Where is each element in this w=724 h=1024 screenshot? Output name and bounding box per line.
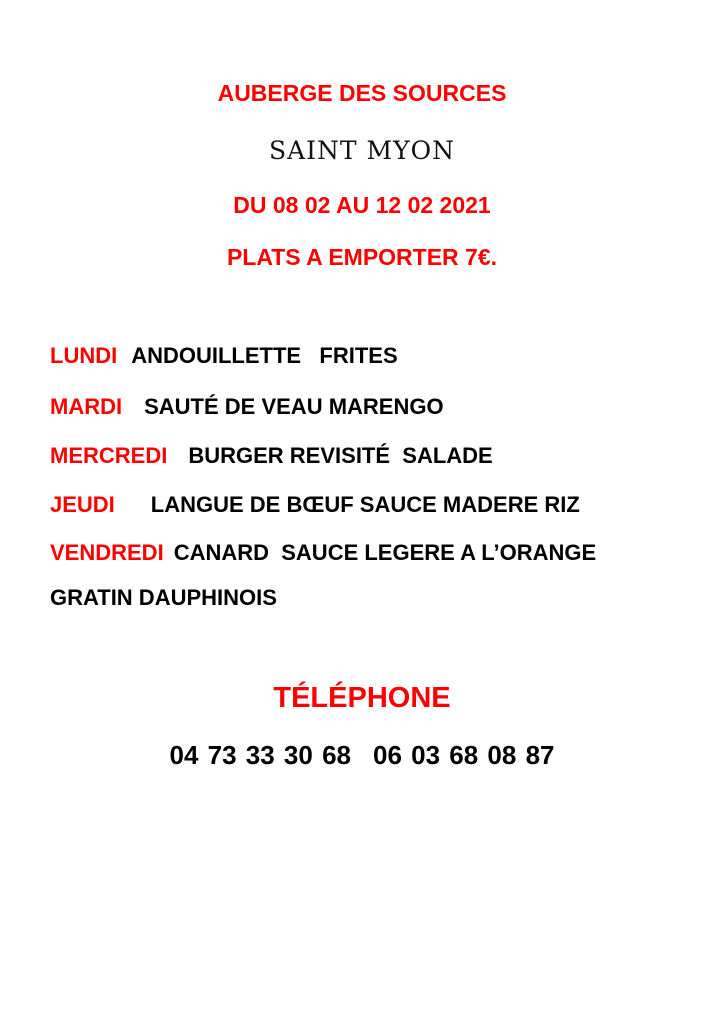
menu-item-lundi [50,343,398,369]
menu-day: MERCREDI [50,443,168,468]
menu-item-vendredi [50,540,596,566]
menu-day: VENDREDI [50,540,164,565]
menu-day: JEUDI [50,492,115,517]
menu-item-mercredi [50,443,493,469]
phone-number-landline: 04 73 33 30 68 [169,740,351,770]
menu-dish: SAUTÉ DE VEAU MARENGO [144,394,444,419]
menu-dish: CANARD SAUCE LEGERE A L’ORANGE [173,540,597,565]
phone-numbers [0,740,724,771]
menu-dish: LANGUE DE BŒUF SAUCE MADERE RIZ [150,492,580,517]
menu-day: MARDI [50,394,123,419]
menu-item-vendredi-continuation: GRATIN DAUPHINOIS [50,585,277,610]
menu-dish: ANDOUILLETTE FRITES [131,343,398,368]
phone-number-mobile: 06 03 68 08 87 [373,740,555,770]
town-name: SAINT MYON [268,136,456,165]
menu-item-jeudi [50,492,580,518]
date-range: DU 08 02 AU 12 02 2021 [233,192,491,218]
restaurant-name: AUBERGE DES SOURCES [217,80,507,106]
menu-day: LUNDI [50,343,118,368]
menu-dish: BURGER REVISITÉ SALADE [188,443,493,468]
menu-item-mardi [50,394,444,420]
phone-label: TÉLÉPHONE [273,682,451,714]
takeaway-price: PLATS A EMPORTER 7€. [226,244,498,270]
